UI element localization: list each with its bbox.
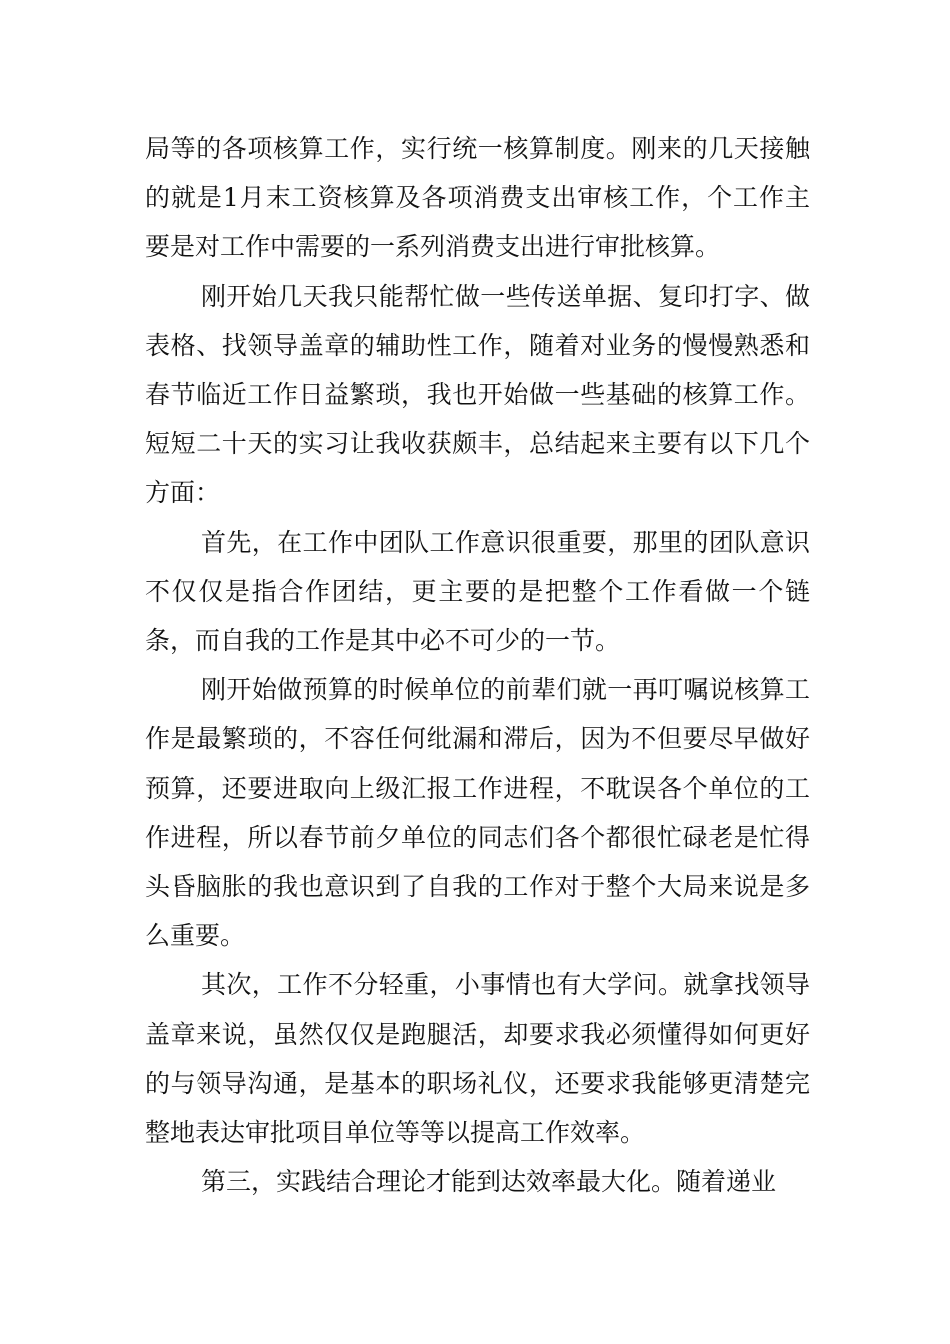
paragraph-4: 刚开始做预算的时候单位的前辈们就一再叮嘱说核算工作是最繁琐的，不容任何纰漏和滞后，因为不但要尽早做好预算，还要进取向上级汇报工作进程，不耽误各个单位的工作进程，所以春节前夕单位的同志们各个都很忙碌老是忙得头昏脑胀的我也意识到了自我的工作对于整个大局来说是多么重要。 — [145, 675, 810, 951]
document-body — [145, 124, 810, 1206]
paragraph-6: 第三，实践结合理论才能到达效率最大化。随着递业 — [201, 1167, 777, 1197]
paragraph-5: 其次，工作不分轻重，小事情也有大学问。就拿找领导盖章来说，虽然仅仅是跑腿活，却要求我必须懂得如何更好的与领导沟通，是基本的职场礼仪，还要求我能够更清楚完整地表达审批项目单位等等以提高工作效率。 — [145, 970, 810, 1148]
paragraph-3: 首先，在工作中团队工作意识很重要，那里的团队意识不仅仅是指合作团结，更主要的是把整个工作看做一个链条，而自我的工作是其中必不可少的一节。 — [145, 527, 810, 656]
paragraph-1: 局等的各项核算工作，实行统一核算制度。刚来的几天接触的就是1月末工资核算及各项消费支出审核工作，个工作主要是对工作中需要的一系列消费支出进行审批核算。 — [145, 134, 810, 262]
paragraph-2: 刚开始几天我只能帮忙做一些传送单据、复印打字、做表格、找领导盖章的辅助性工作，随着对业务的慢慢熟悉和春节临近工作日益繁琐，我也开始做一些基础的核算工作。短短二十天的实习让我收获颇丰，总结起来主要有以下几个方面： — [145, 281, 810, 508]
